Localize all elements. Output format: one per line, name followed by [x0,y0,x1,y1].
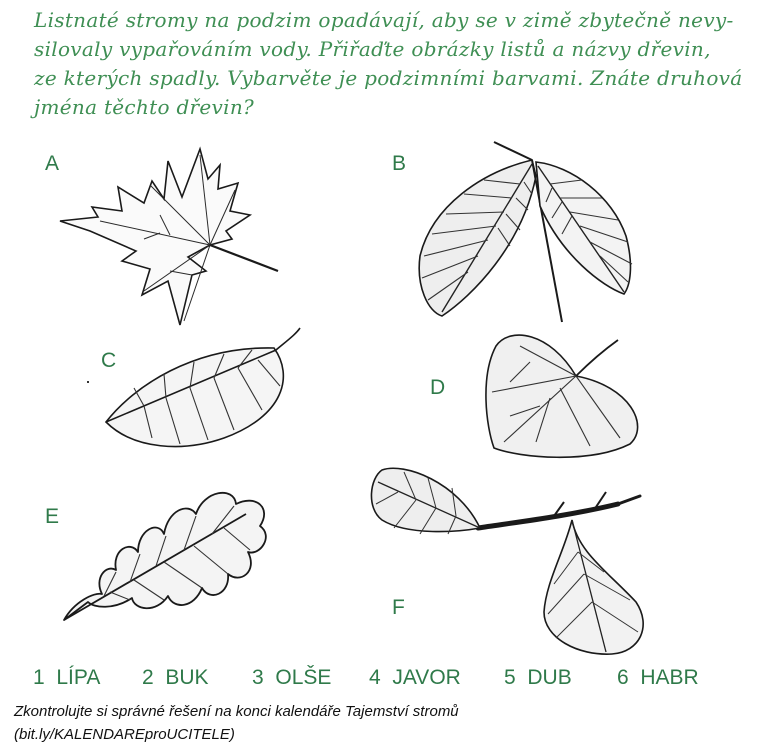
option-item [369,666,461,690]
note-link[interactable]: (bit.ly/KALENDAREproUCITELE) [14,726,235,743]
option-item [33,666,100,690]
option-number: 3 [252,666,264,689]
instructions-line: silovaly vypařováním vody. Přiřaďte obrázky listů a názvy dřevin, [34,37,711,61]
option-name: OLŠE [275,666,332,689]
leaf-label-e: E [45,505,60,528]
maple-leaf-icon [60,145,280,330]
alder-twig-icon [368,462,658,657]
option-name: LÍPA [56,666,101,689]
stray-dot [87,381,89,383]
option-name: HABR [640,666,699,689]
option-name: BUK [165,666,209,689]
option-number: 5 [504,666,516,689]
option-number: 1 [33,666,45,689]
option-item [142,666,209,690]
note-line: Zkontrolujte si správné řešení na konci kalendáře Tajemství stromů [14,703,459,720]
option-number: 2 [142,666,154,689]
option-item [504,666,572,690]
leaf-label-f: F [392,596,405,619]
leaf-label-d: D [430,376,446,399]
leaf-label-b: B [392,152,407,175]
hornbeam-leaves-icon [412,136,647,326]
solution-note [14,700,744,746]
option-number: 4 [369,666,381,689]
leaf-label-a: A [45,152,60,175]
instructions-line: jména těchto dřevin? [34,95,255,119]
beech-leaf-icon [104,326,304,456]
option-name: DUB [527,666,572,689]
instructions-text [34,6,743,122]
leaf-label-c: C [101,349,117,372]
instructions-line: ze kterých spadly. Vybarvěte je podzimními barvami. Znáte druhová [34,66,743,90]
option-number: 6 [617,666,629,689]
option-item [617,666,699,690]
instructions-line: Listnaté stromy na podzim opadávají, aby se v zimě zbytečně nevy- [34,8,734,32]
option-name: JAVOR [392,666,461,689]
oak-leaf-icon [64,474,274,624]
option-item [252,666,331,690]
linden-leaf-icon [480,326,670,466]
